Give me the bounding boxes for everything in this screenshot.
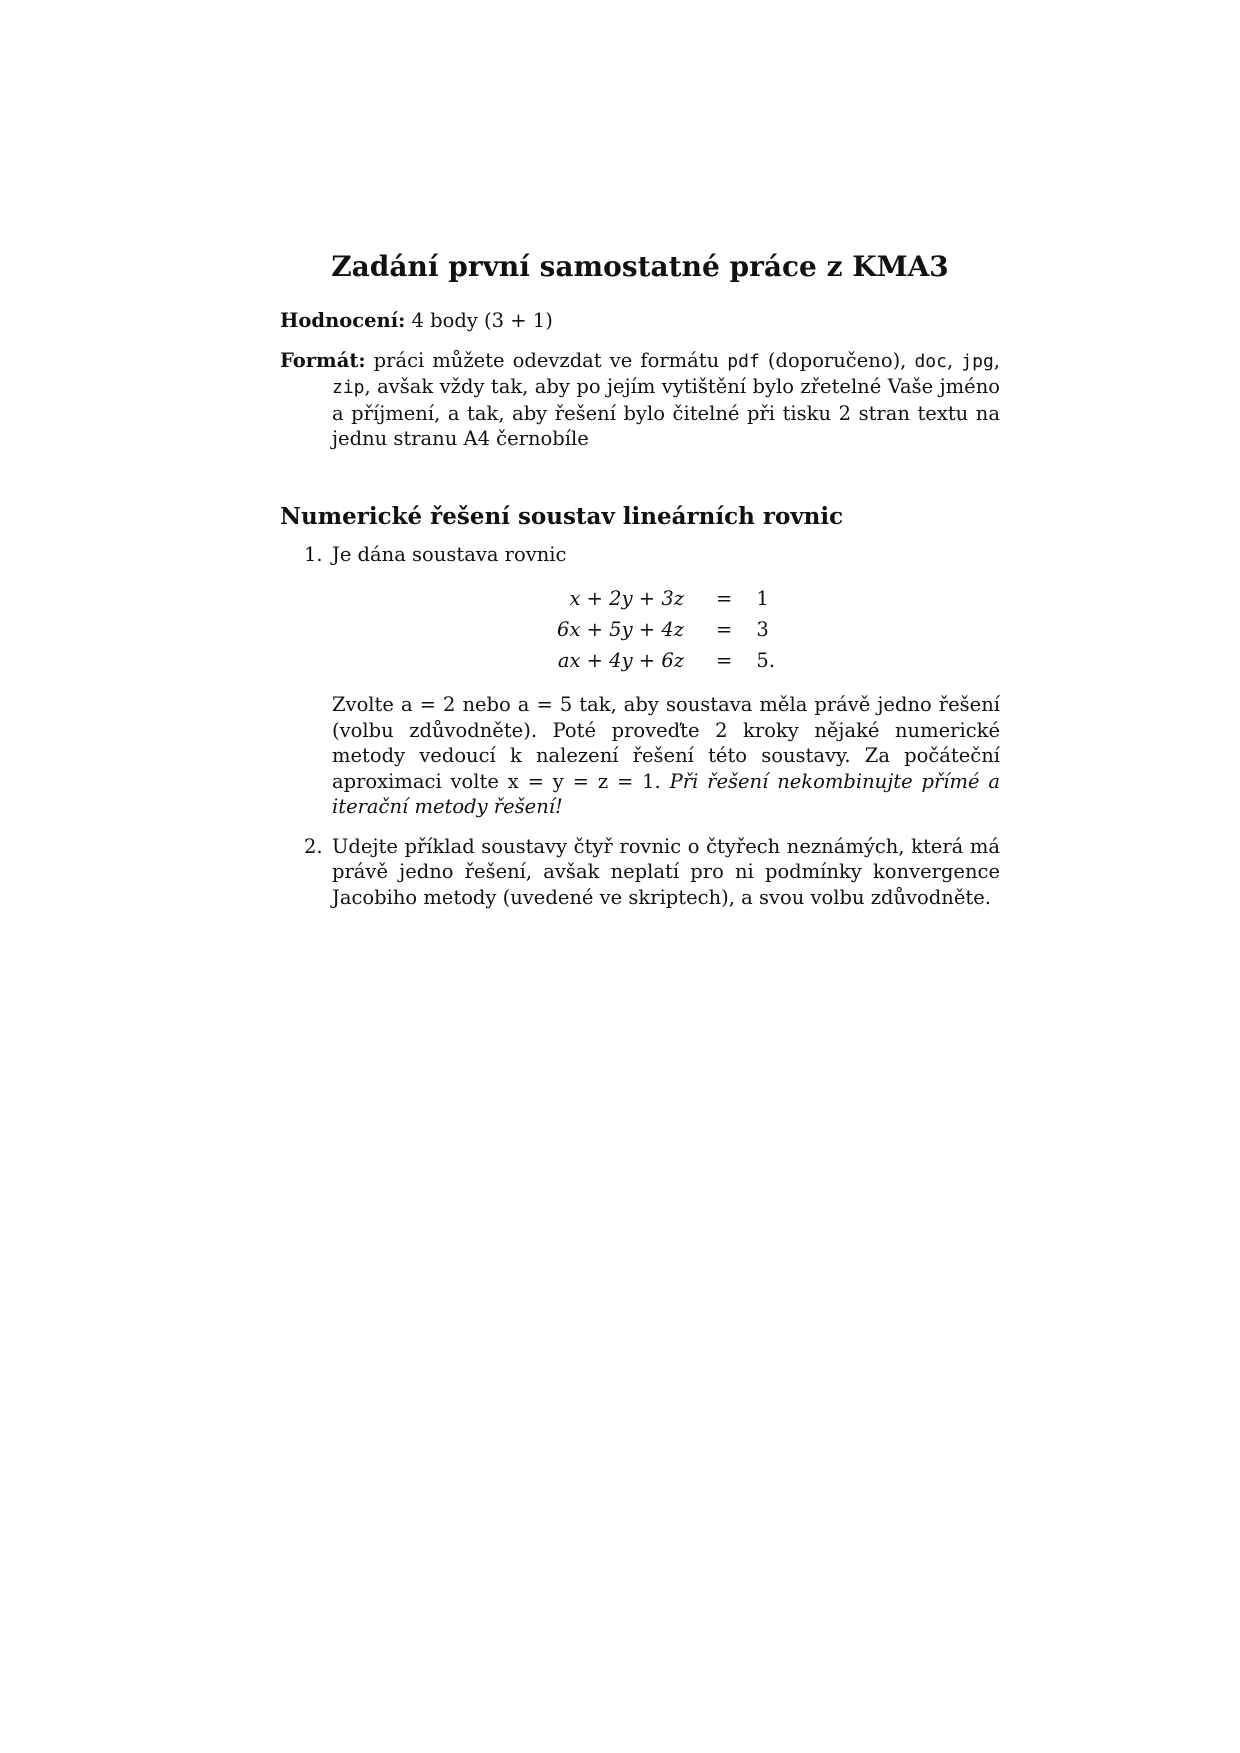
section-title: Numerické řešení soustav lineárních rovnic: [280, 502, 844, 530]
equation-table: [557, 583, 775, 676]
format-row: [280, 348, 1000, 452]
format-sep-2: ,: [993, 348, 1000, 372]
equation-rhs: 1: [756, 587, 769, 610]
rating-value: 4 body (3 + 1): [411, 309, 553, 332]
task-number: 2.: [304, 834, 323, 858]
format-doc: doc: [914, 350, 947, 372]
task-body: [332, 692, 1000, 820]
equation-rhs: 3: [756, 618, 769, 641]
equation-row: [557, 645, 775, 676]
task-item: [280, 834, 1000, 911]
equation-rhs: 5.: [756, 649, 775, 672]
format-text-1: práci můžete odevzdat ve formátu: [373, 348, 720, 372]
format-label: Formát:: [280, 348, 366, 372]
task-body-text: Zvolte a = 2 nebo a = 5 tak, aby soustava měla právě jedno řešení (volbu zdůvodněte). Poté proveďte 2 kroky nějaké numerické metody vedoucí k nalezení řešení této soustavy. Za počáteční aproximaci volte x = y = z = 1.: [332, 693, 1000, 793]
task-body: Udejte příklad soustavy čtyř rovnic o čtyřech neznámých, která má právě jedno řešení, avšak neplatí pro ni podmínky konvergence Jacobiho metody (uvedené ve skriptech), a svou volbu zdůvodněte.: [332, 834, 1000, 909]
rating-row: [280, 308, 1000, 334]
document-title: Zadání první samostatné práce z KMA3: [331, 250, 949, 283]
format-sep-1: ,: [946, 348, 954, 372]
format-text-3: , avšak vždy tak, aby po jejím vytištění bylo zřetelné Vaše jméno a příjmení, a tak, aby řešení bylo čitelné při tisku 2 stran textu na jednu stranu A4 černobíle: [332, 375, 1000, 450]
format-text-2: (doporučeno),: [767, 348, 907, 372]
task-note: Při řešení nekombinujte přímé a iterační metody řešení!: [332, 769, 1001, 818]
task-number: 1.: [304, 542, 323, 566]
rating-label: Hodnocení:: [280, 309, 406, 332]
equation-sign: =: [716, 649, 733, 672]
format-zip: zip: [332, 377, 365, 398]
equation-row: [557, 583, 775, 614]
equation-lhs: ax + 4y + 6z: [557, 649, 685, 672]
task-intro: Je dána soustava rovnic: [332, 542, 567, 566]
document-page: [280, 250, 1000, 924]
format-jpg: jpg: [961, 350, 994, 372]
task-item: [280, 542, 1000, 820]
equation-sign: =: [716, 618, 733, 641]
equation-lhs: x + 2y + 3z: [569, 587, 685, 610]
equation-system: [332, 583, 1000, 676]
equation-row: [557, 614, 775, 645]
equation-sign: =: [716, 587, 733, 610]
format-pdf: pdf: [727, 350, 760, 372]
equation-lhs: 6x + 5y + 4z: [557, 618, 685, 641]
